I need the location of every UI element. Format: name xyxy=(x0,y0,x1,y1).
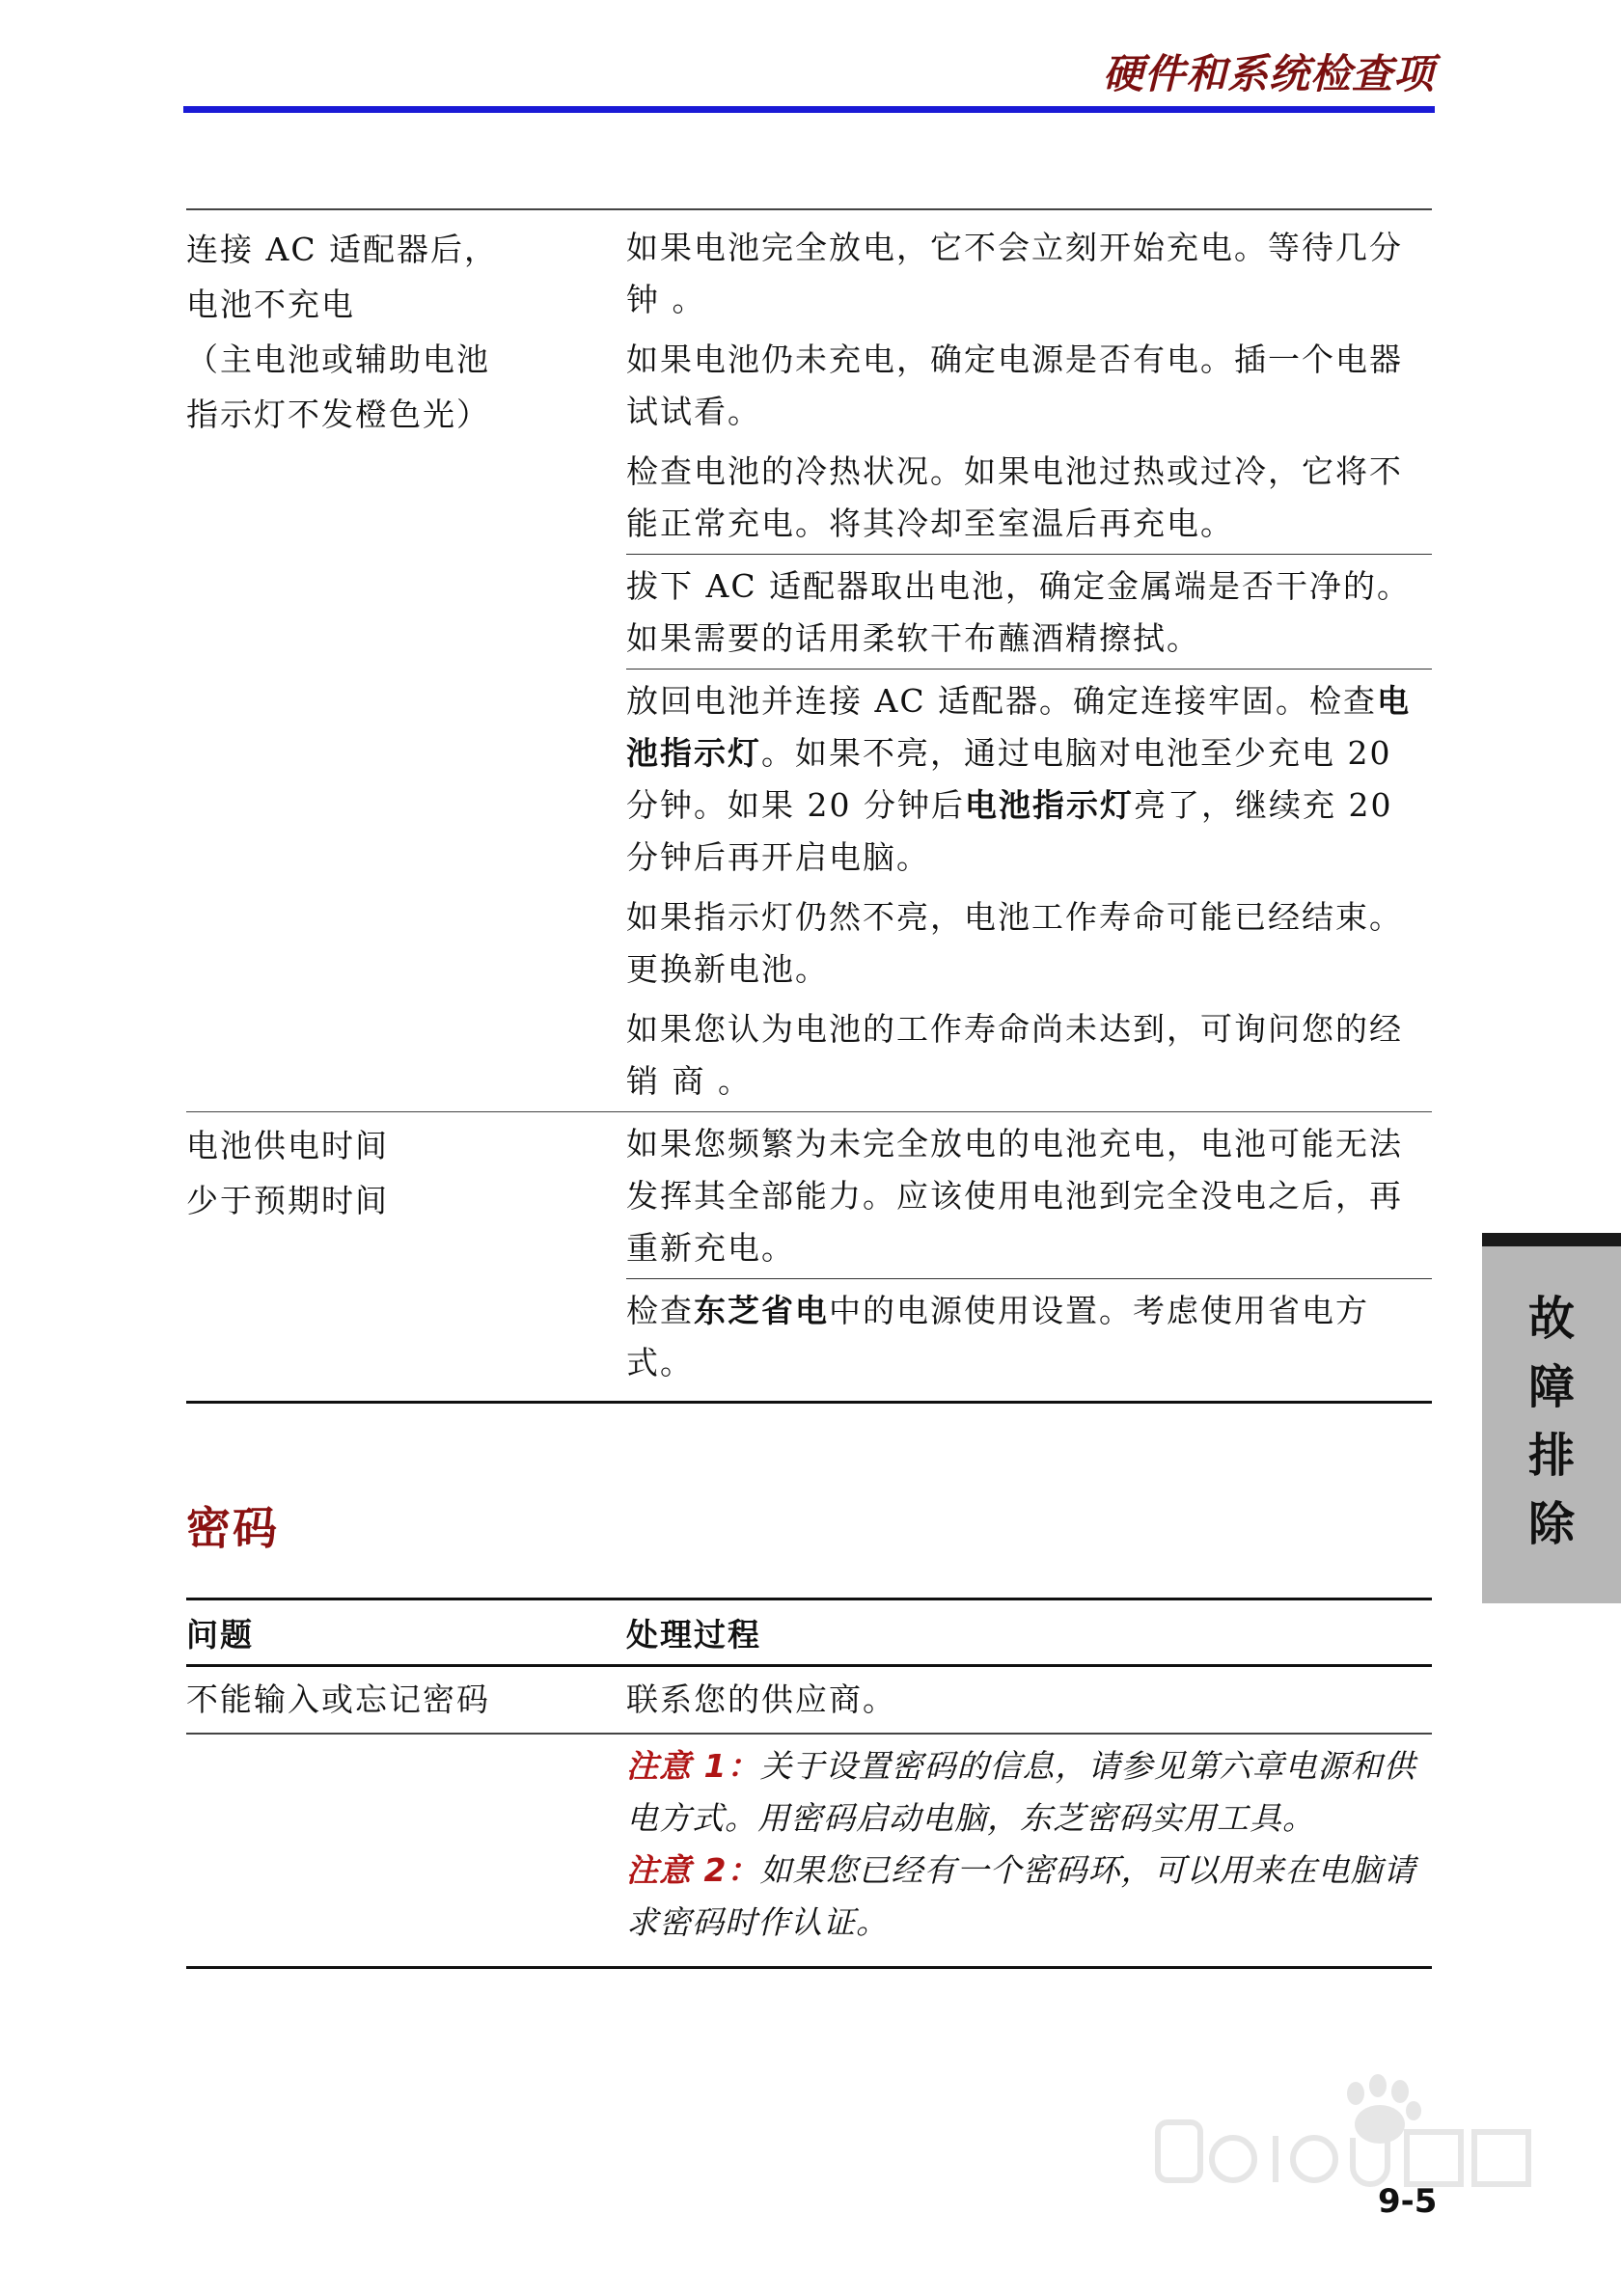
solution-item: 如果指示灯仍然不亮，电池工作寿命可能已经结束。更换新电池。 xyxy=(626,898,1403,988)
note-item: 注意 2：如果您已经有一个密码环，可以用来在电脑请求密码时作认证。 xyxy=(626,1850,1416,1941)
table-bottom-rule xyxy=(186,1966,1432,1969)
side-tab-char: 障 xyxy=(1527,1360,1575,1414)
header-rule xyxy=(183,106,1435,113)
running-header-title: 硬件和系统检查项 xyxy=(1102,50,1435,97)
battery-table xyxy=(186,208,1432,1404)
table-row xyxy=(186,1111,1432,1401)
solution-group xyxy=(626,1278,1432,1401)
solution-item: 检查电池的冷热状况。如果电池过热或过冷，它将不能正常充电。将其冷却至室温后再充电。 xyxy=(626,452,1403,542)
solution-cell: 联系您的供应商。 xyxy=(626,1681,896,1718)
chapter-side-tab xyxy=(1482,1233,1621,1603)
chapter-side-tab-label xyxy=(1482,1285,1621,1559)
column-header-procedure: 处理过程 xyxy=(626,1615,761,1654)
solution-group xyxy=(626,669,1432,1111)
table-row xyxy=(186,1735,1432,1966)
table-header-row xyxy=(186,1600,1432,1667)
solution-item: 如果您认为电池的工作寿命尚未达到，可询问您的经销 商 。 xyxy=(626,1010,1403,1100)
solution-cell xyxy=(626,1112,1432,1401)
table-row xyxy=(186,1667,1432,1733)
note-label: 注意 2： xyxy=(626,1850,760,1889)
problem-cell: 不能输入或忘记密码 xyxy=(186,1681,490,1718)
solution-item: 检查东芝省电中的电源使用设置。考虑使用省电方式。 xyxy=(626,1292,1369,1381)
battery-indicator-term: 电池指示灯 xyxy=(964,786,1134,824)
page-number: 9-5 xyxy=(1378,2182,1438,2221)
power-saver-term: 东芝省电 xyxy=(694,1292,829,1329)
section-title-password: 密码 xyxy=(186,1502,279,1554)
note-label: 注意 1： xyxy=(626,1746,760,1785)
solution-item: 拔下 AC 适配器取出电池，确定金属端是否干净的。如果需要的话用柔软干布蘸酒精擦拭。 xyxy=(626,567,1412,657)
solution-cell xyxy=(626,216,1432,1111)
solution-group xyxy=(626,1112,1432,1278)
solution-item: 放回电池并连接 AC 适配器。确定连接牢固。检查电池指示灯。如果不亮，通过电脑对电池至少充电 20 分钟。如果 20 分钟后电池指示灯亮了，继续充 20 分钟后再开启电脑。 xyxy=(626,682,1412,876)
problem-text: 电池供电时间 少于预期时间 xyxy=(186,1127,389,1219)
solution-group xyxy=(626,554,1432,669)
battery-indicator-term: 电池指示灯 xyxy=(626,682,1412,772)
notes-cell xyxy=(626,1740,1432,1949)
solution-item: 如果电池完全放电，它不会立刻开始充电。等待几分 钟 。 xyxy=(626,229,1403,318)
table-row xyxy=(186,208,1432,1111)
problem-text: 连接 AC 适配器后， 电池不充电 （主电池或辅助电池 指示灯不发橙色光） xyxy=(186,231,499,433)
solution-group xyxy=(626,216,1432,554)
password-table xyxy=(186,1598,1432,1969)
baidu-watermark-icon xyxy=(1148,2055,1553,2248)
table-bottom-rule xyxy=(186,1401,1432,1404)
solution-item: 如果电池仍未充电，确定电源是否有电。插一个电器试试看。 xyxy=(626,341,1403,430)
note-item: 注意 1：关于设置密码的信息，请参见第六章电源和供电方式。用密码启动电脑，东芝密码实用工具。 xyxy=(626,1746,1416,1837)
problem-cell xyxy=(186,216,626,1111)
side-tab-char: 排 xyxy=(1527,1429,1575,1483)
column-header-problem: 问题 xyxy=(186,1615,254,1654)
side-tab-char: 除 xyxy=(1527,1497,1575,1551)
side-tab-char: 故 xyxy=(1527,1292,1575,1346)
solution-item: 如果您频繁为未完全放电的电池充电，电池可能无法发挥其全部能力。应该使用电池到完全没电之后，再重新充电。 xyxy=(626,1125,1403,1267)
problem-cell xyxy=(186,1112,626,1401)
